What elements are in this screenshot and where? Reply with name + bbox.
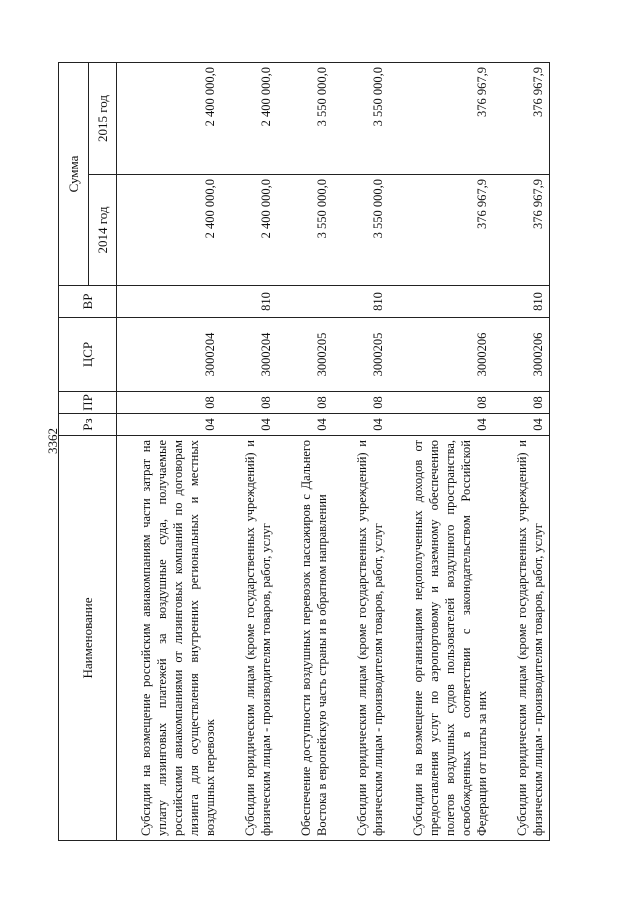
header-pr: ПР (59, 392, 117, 414)
row-2014: 3 550 000,0 (277, 175, 333, 286)
header-name: Наименование (59, 436, 117, 841)
row-name: Обеспечение доступности воздушных перевозок пассажиров с Дальнего Востока в европейскую часть страны и в обратном направлении (277, 436, 333, 841)
row-rz: 04 (333, 414, 389, 436)
row-2014: 3 550 000,0 (333, 175, 389, 286)
row-rz: 04 (117, 414, 222, 436)
row-2015: 2 400 000,0 (117, 63, 222, 175)
row-2015: 3 550 000,0 (333, 63, 389, 175)
row-vr: 810 (493, 286, 550, 318)
page-number: 3362 (45, 428, 60, 454)
row-rz: 04 (221, 414, 277, 436)
row-csr: 3000204 (221, 318, 277, 392)
row-pr: 08 (277, 392, 333, 414)
row-name: Субсидии юридическим лицам (кроме государственных учреждений) и физическим лицам - производителям товаров, работ, услуг (221, 436, 277, 841)
row-csr: 3000204 (117, 318, 222, 392)
table-row (333, 63, 389, 841)
header-sum: Сумма (59, 63, 89, 286)
row-2015: 3 550 000,0 (277, 63, 333, 175)
header-csr: ЦСР (59, 318, 117, 392)
row-2014: 376 967,9 (493, 175, 550, 286)
table-row (221, 63, 277, 841)
row-pr: 08 (117, 392, 222, 414)
row-csr: 3000206 (389, 318, 493, 392)
header-vr: ВР (59, 286, 117, 318)
row-rz: 04 (277, 414, 333, 436)
row-pr: 08 (493, 392, 550, 414)
row-2015: 376 967,9 (389, 63, 493, 175)
header-rz: Рз (59, 414, 117, 436)
row-2014: 376 967,9 (389, 175, 493, 286)
row-name: Субсидии на возмещение российским авиакомпаниям части затрат на уплату лизинговых платежей за воздушные суда, получаемые российскими авиакомпаниями от лизинговых компаний по договорам лизинга для осуществления внутренних региональных и местных воздушных перевозок (117, 436, 222, 841)
row-2014: 2 400 000,0 (221, 175, 277, 286)
table-row (117, 63, 222, 841)
header-2014: 2014 год (89, 175, 117, 286)
row-csr: 3000205 (333, 318, 389, 392)
row-vr: 810 (333, 286, 389, 318)
table-row (493, 63, 550, 841)
row-pr: 08 (221, 392, 277, 414)
row-pr: 08 (389, 392, 493, 414)
row-vr (277, 286, 333, 318)
row-name: Субсидии на возмещение организациям недополученных доходов от предоставления услуг по аэропортовому и наземному обеспечению полетов воздушных судов пользователей воздушного пространства, освобожденных в соответствии с законодательством Российской Федерации от платы за них (389, 436, 493, 841)
row-vr: 810 (221, 286, 277, 318)
row-2014: 2 400 000,0 (117, 175, 222, 286)
table-row (277, 63, 333, 841)
row-csr: 3000205 (277, 318, 333, 392)
row-pr: 08 (333, 392, 389, 414)
row-vr (117, 286, 222, 318)
row-name: Субсидии юридическим лицам (кроме государственных учреждений) и физическим лицам - производителям товаров, работ, услуг (493, 436, 550, 841)
row-rz: 04 (389, 414, 493, 436)
row-2015: 2 400 000,0 (221, 63, 277, 175)
row-csr: 3000206 (493, 318, 550, 392)
row-name: Субсидии юридическим лицам (кроме государственных учреждений) и физическим лицам - производителям товаров, работ, услуг (333, 436, 389, 841)
table-row (389, 63, 493, 841)
row-2015: 376 967,9 (493, 63, 550, 175)
row-rz: 04 (493, 414, 550, 436)
row-vr (389, 286, 493, 318)
header-2015: 2015 год (89, 63, 117, 175)
budget-table (58, 62, 550, 841)
